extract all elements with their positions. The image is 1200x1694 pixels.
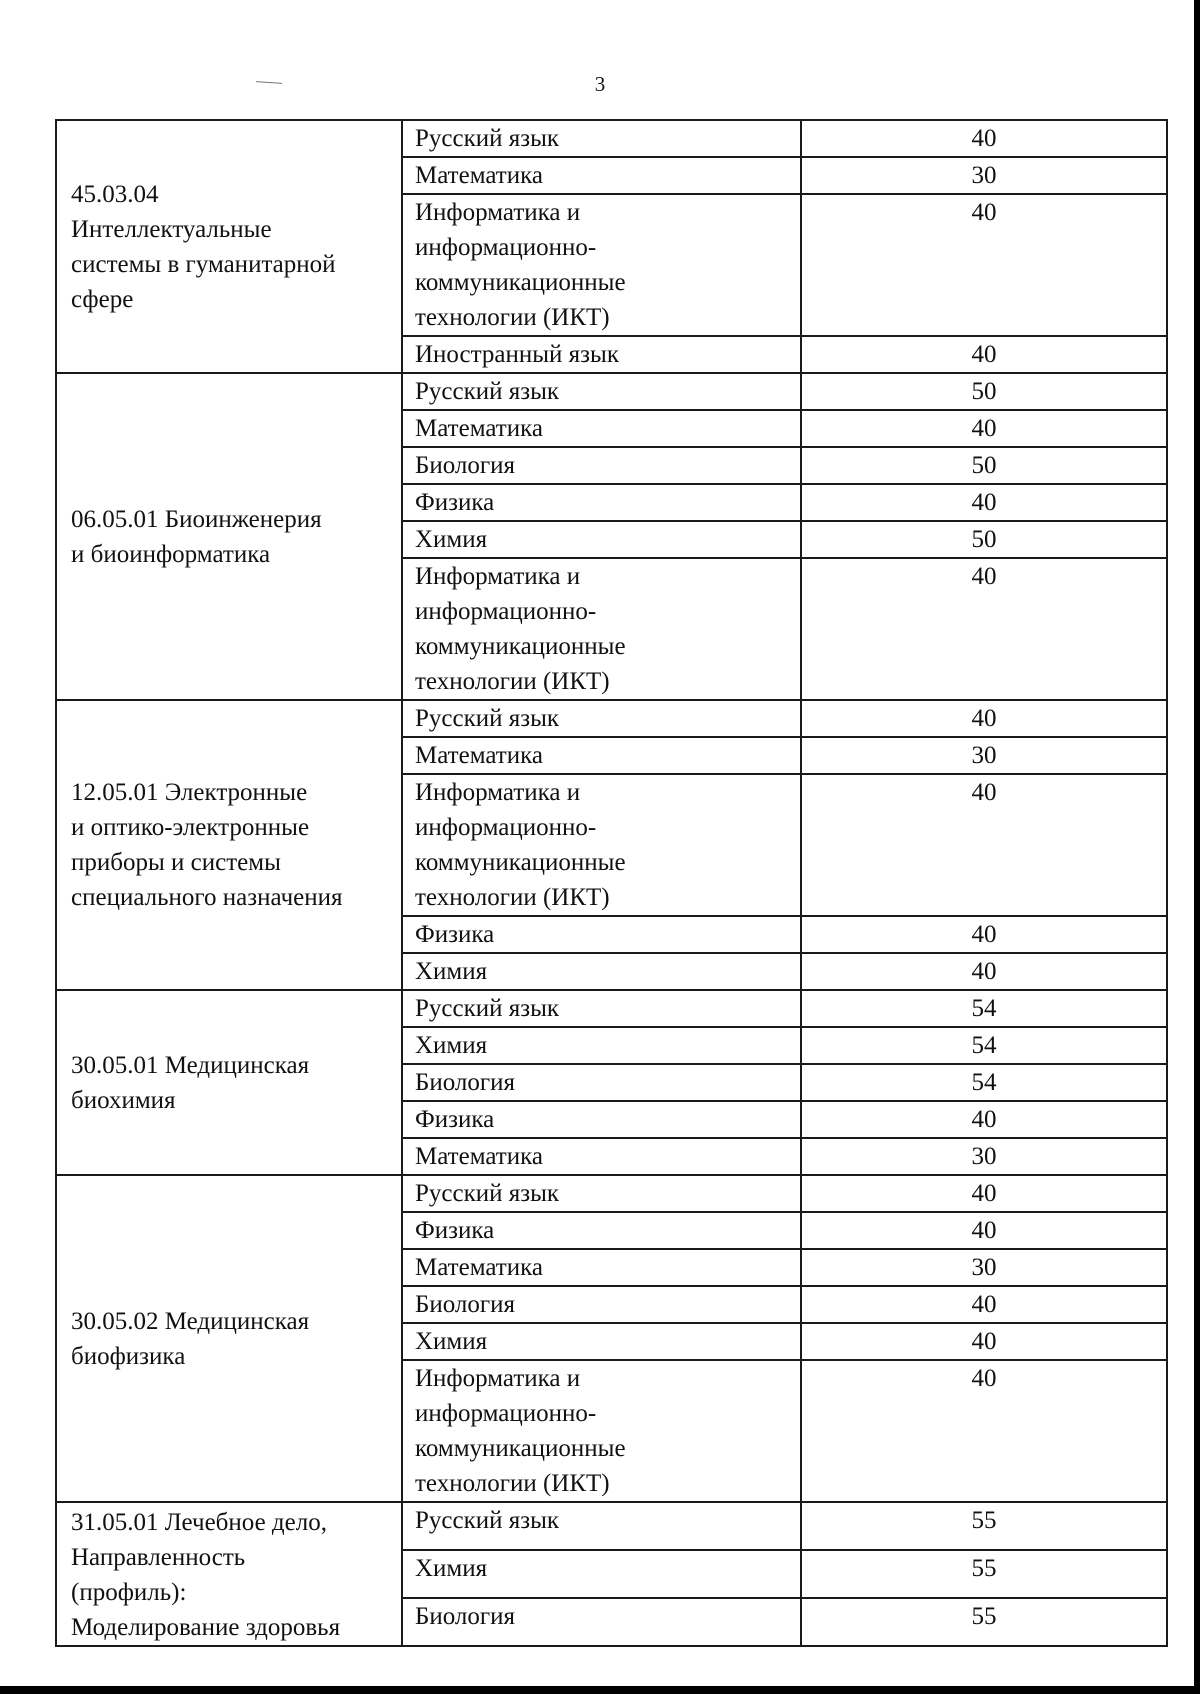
subject-cell: Информатика и информационно- коммуникационные технологии (ИКТ): [402, 558, 801, 700]
score-cell: 40: [801, 1101, 1167, 1138]
score-cell: 55: [801, 1502, 1167, 1550]
score-cell: 40: [801, 1212, 1167, 1249]
score-cell: 30: [801, 737, 1167, 774]
subject-cell: Математика: [402, 410, 801, 447]
subject-cell: Химия: [402, 953, 801, 990]
score-cell: 55: [801, 1550, 1167, 1598]
score-cell: 50: [801, 521, 1167, 558]
table-row: [56, 700, 1167, 737]
subject-cell: Русский язык: [402, 373, 801, 410]
subject-cell: Химия: [402, 1027, 801, 1064]
table-row: [56, 373, 1167, 410]
program-cell: 30.05.01 Медицинская биохимия: [56, 990, 402, 1175]
score-cell: 40: [801, 1175, 1167, 1212]
score-cell: 55: [801, 1598, 1167, 1646]
score-cell: 40: [801, 774, 1167, 916]
score-cell: 40: [801, 1360, 1167, 1502]
program-cell: 06.05.01 Биоинженерия и биоинформатика: [56, 373, 402, 700]
subject-cell: Физика: [402, 1101, 801, 1138]
score-cell: 40: [801, 1286, 1167, 1323]
subject-cell: Русский язык: [402, 1502, 801, 1550]
score-cell: 50: [801, 373, 1167, 410]
score-cell: 40: [801, 953, 1167, 990]
subject-cell: Математика: [402, 737, 801, 774]
subject-cell: Физика: [402, 916, 801, 953]
program-cell: 12.05.01 Электронные и оптико-электронные приборы и системы специального назначения: [56, 700, 402, 990]
subject-cell: Иностранный язык: [402, 336, 801, 373]
subject-cell: Химия: [402, 1323, 801, 1360]
score-cell: 40: [801, 410, 1167, 447]
program-cell: 31.05.01 Лечебное дело, Направленность (профиль): Моделирование здоровья: [56, 1502, 402, 1646]
subject-cell: Химия: [402, 521, 801, 558]
subject-cell: Биология: [402, 1598, 801, 1646]
subject-cell: Математика: [402, 1249, 801, 1286]
subject-cell: Физика: [402, 1212, 801, 1249]
subject-cell: Русский язык: [402, 120, 801, 157]
score-cell: 40: [801, 336, 1167, 373]
table-body: [56, 120, 1167, 1646]
subject-cell: Математика: [402, 157, 801, 194]
subject-cell: Русский язык: [402, 1175, 801, 1212]
subject-cell: Математика: [402, 1138, 801, 1175]
table-row: [56, 120, 1167, 157]
score-cell: 40: [801, 700, 1167, 737]
score-cell: 40: [801, 484, 1167, 521]
subject-cell: Физика: [402, 484, 801, 521]
program-cell: 45.03.04 Интеллектуальные системы в гуманитарной сфере: [56, 120, 402, 373]
score-cell: 30: [801, 1249, 1167, 1286]
subject-cell: Биология: [402, 447, 801, 484]
subject-cell: Биология: [402, 1286, 801, 1323]
program-cell: 30.05.02 Медицинская биофизика: [56, 1175, 402, 1502]
score-cell: 40: [801, 120, 1167, 157]
subject-cell: Русский язык: [402, 990, 801, 1027]
page-number: 3: [594, 72, 606, 96]
score-cell: 50: [801, 447, 1167, 484]
subject-cell: Информатика и информационно- коммуникационные технологии (ИКТ): [402, 194, 801, 336]
score-cell: 40: [801, 916, 1167, 953]
subject-cell: Химия: [402, 1550, 801, 1598]
subject-cell: Русский язык: [402, 700, 801, 737]
score-cell: 40: [801, 1323, 1167, 1360]
subject-cell: Информатика и информационно- коммуникационные технологии (ИКТ): [402, 1360, 801, 1502]
table-row: [56, 990, 1167, 1027]
score-cell: 40: [801, 558, 1167, 700]
score-cell: 30: [801, 1138, 1167, 1175]
subjects-table: [55, 119, 1168, 1647]
score-cell: 40: [801, 194, 1167, 336]
score-cell: 54: [801, 1064, 1167, 1101]
subject-cell: Биология: [402, 1064, 801, 1101]
table-row: [56, 1502, 1167, 1550]
score-cell: 30: [801, 157, 1167, 194]
subject-cell: Информатика и информационно- коммуникационные технологии (ИКТ): [402, 774, 801, 916]
score-cell: 54: [801, 1027, 1167, 1064]
score-cell: 54: [801, 990, 1167, 1027]
table-row: [56, 1175, 1167, 1212]
